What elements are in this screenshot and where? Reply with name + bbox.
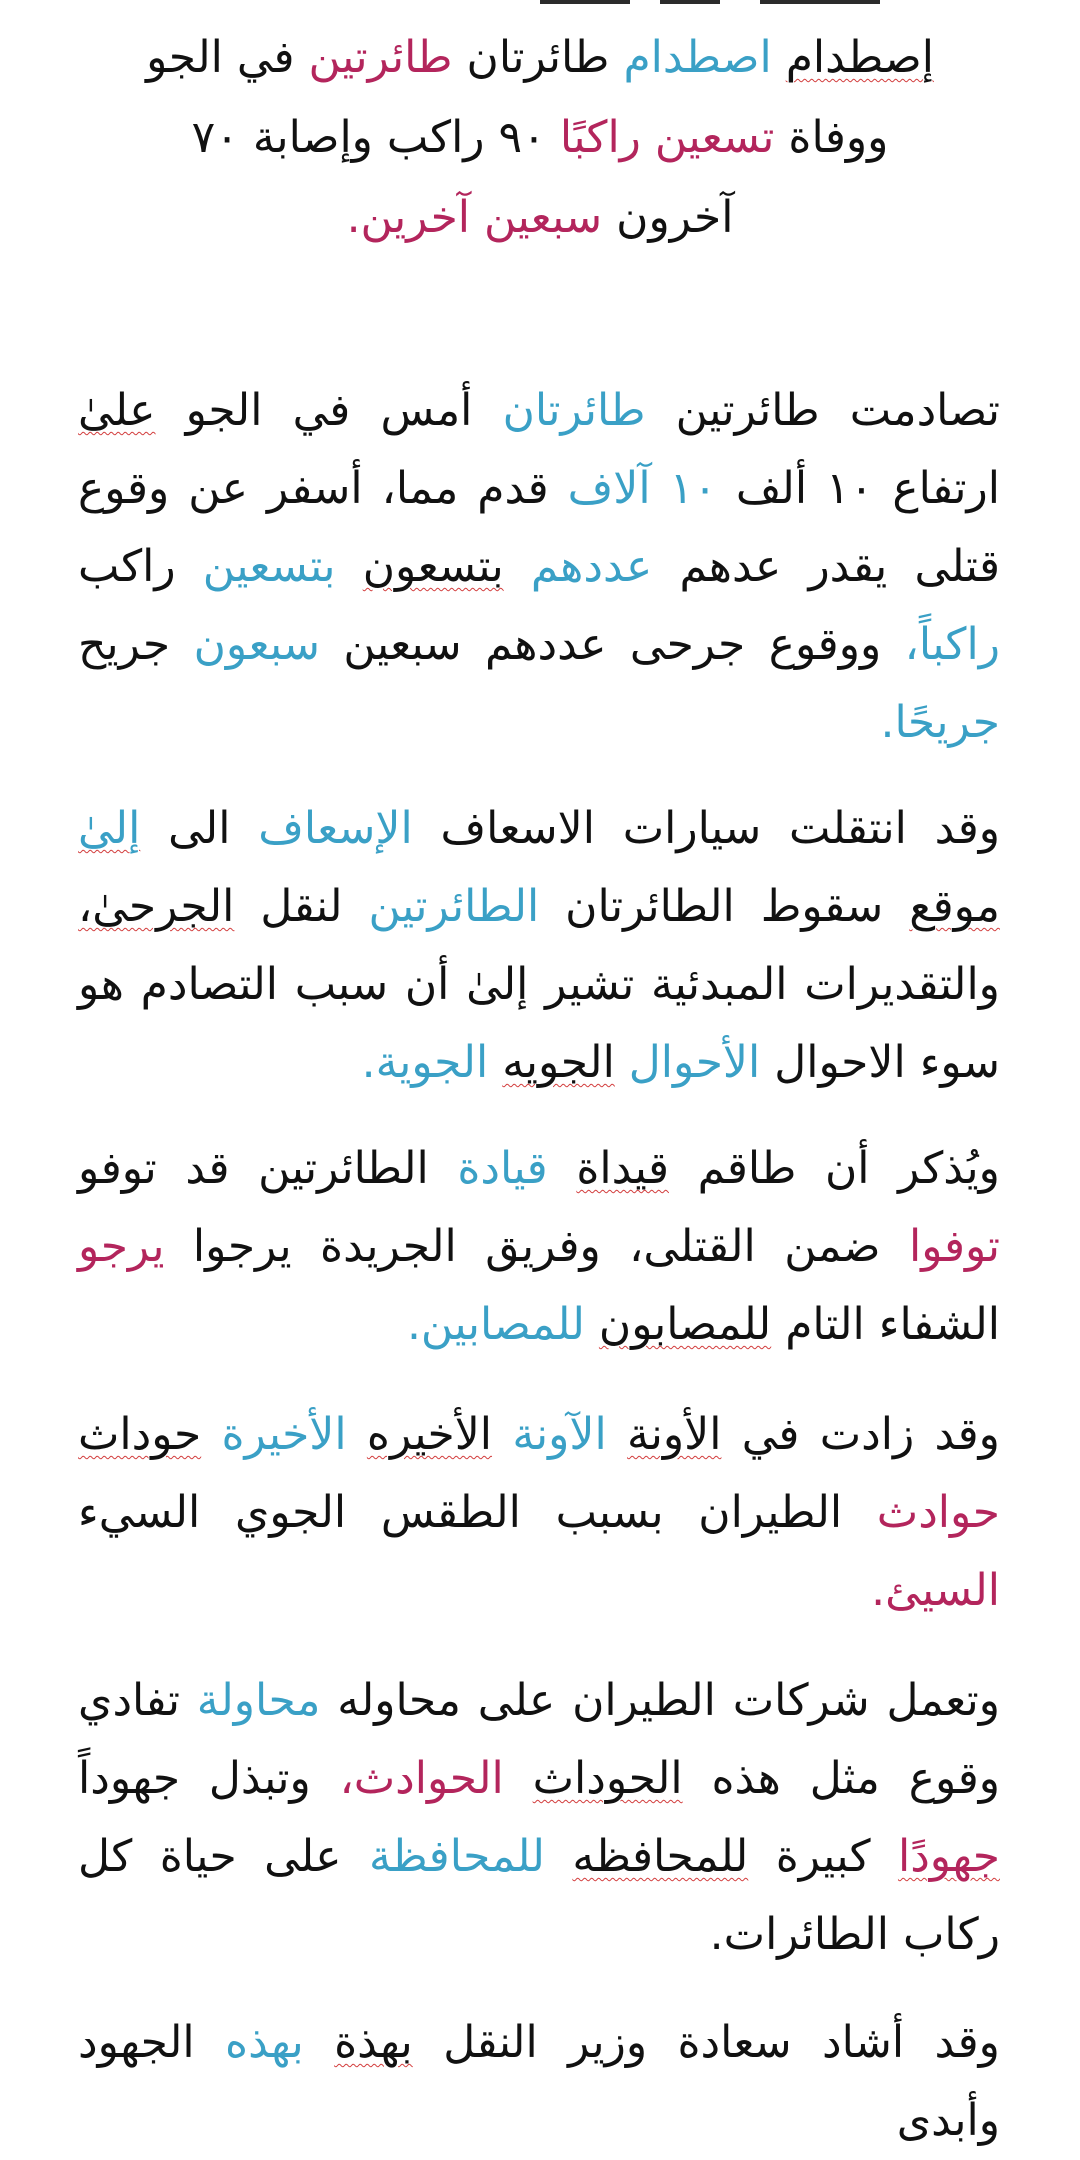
word: طائرتين xyxy=(675,385,820,436)
word: الأخيره xyxy=(366,1409,493,1460)
word: للمصابون xyxy=(598,1299,772,1350)
word: والتقديرات xyxy=(804,959,1000,1010)
word: سيارات xyxy=(622,803,762,854)
correction-word: الحوادث، xyxy=(339,1753,504,1804)
correction-word: آلاف xyxy=(567,463,651,514)
word: وتبذل xyxy=(208,1753,311,1804)
correction-word: الإسعاف xyxy=(258,803,413,854)
word: التصادم xyxy=(140,959,278,1010)
correction-word: بتسعين xyxy=(202,541,336,592)
correction-word: طائرتين xyxy=(308,32,453,83)
word: سعادة xyxy=(677,2017,792,2068)
correction-word: جريحًا. xyxy=(880,697,1000,748)
word: ووقوع xyxy=(768,619,882,670)
word: حياة xyxy=(159,1831,237,1882)
word: الطيران xyxy=(698,1487,843,1538)
word: موقع xyxy=(909,881,1000,932)
word: أمس xyxy=(380,385,473,436)
correction-word: طائرتان xyxy=(502,385,646,436)
word: راكب xyxy=(78,541,176,592)
paragraph-4 xyxy=(78,1396,1000,1630)
correction-word: راكباً، xyxy=(904,619,1000,670)
word: ألف xyxy=(735,463,808,514)
word: لنقل xyxy=(260,881,343,932)
word: الجريدة xyxy=(320,1221,457,1272)
word: أشاد xyxy=(822,2017,905,2068)
word: ارتفاع xyxy=(892,463,1000,514)
word: ركاب xyxy=(902,1909,1000,1960)
word: وقوع xyxy=(908,1753,1000,1804)
word: قيداة xyxy=(576,1143,669,1194)
word: الطائرتين xyxy=(258,1143,429,1194)
word: قدم xyxy=(477,463,549,514)
word: أن xyxy=(824,1143,870,1194)
word: بهذة xyxy=(334,2017,413,2068)
headline-line-2 xyxy=(100,98,980,178)
word: طاقم xyxy=(697,1143,797,1194)
word: الاحوال xyxy=(774,1037,906,1088)
word: ضمن xyxy=(784,1221,881,1272)
word: أسفر xyxy=(267,463,363,514)
word: السيء xyxy=(78,1487,201,1538)
paragraph-1 xyxy=(78,372,1000,762)
word: الجو xyxy=(146,32,223,83)
word: وزير xyxy=(568,2017,648,2068)
word: أن xyxy=(404,959,450,1010)
paragraph-2 xyxy=(78,790,1000,1102)
word: طائرتان xyxy=(466,32,610,83)
word: ٧٠ xyxy=(191,112,239,163)
correction-word: جهودًا xyxy=(897,1831,1000,1882)
word: ويُذكر xyxy=(898,1143,1000,1194)
word: الجوي xyxy=(234,1487,347,1538)
headline-line-1 xyxy=(100,18,980,98)
word: الطائرات. xyxy=(709,1909,889,1960)
word: وإصابة xyxy=(252,112,373,163)
word: وتعمل xyxy=(886,1675,1000,1726)
word: الحوداث xyxy=(532,1753,683,1804)
word: يقدر xyxy=(808,541,888,592)
word: بسبب xyxy=(555,1487,664,1538)
paragraph-6 xyxy=(78,2004,1000,2160)
word: للمحافظه xyxy=(572,1831,749,1882)
word: حوداث xyxy=(78,1409,202,1460)
correction-word: آخرين. xyxy=(346,192,470,243)
word: وفريق xyxy=(485,1221,601,1272)
word: كبيرة xyxy=(775,1831,871,1882)
word: سقوط xyxy=(760,881,884,932)
correction-word: السيئ. xyxy=(871,1565,1000,1616)
correction-word: حوادث xyxy=(876,1487,1000,1538)
word: تفادي xyxy=(78,1675,180,1726)
correction-word: اصطدام xyxy=(623,32,772,83)
word: الأونة xyxy=(627,1409,722,1460)
word: الشفاء xyxy=(878,1299,1000,1350)
correction-word: للمصابين. xyxy=(406,1299,585,1350)
word: زادت xyxy=(819,1409,915,1460)
word: وقد xyxy=(934,803,1000,854)
word: في xyxy=(292,385,351,436)
word: ٩٠ xyxy=(498,112,546,163)
word: تشير xyxy=(545,959,635,1010)
word: تصادمت xyxy=(849,385,1000,436)
word: الطقس xyxy=(380,1487,521,1538)
word: ووفاة xyxy=(788,112,889,163)
word: سوء xyxy=(919,1037,1000,1088)
paragraph-5 xyxy=(78,1662,1000,1974)
word: الجويه xyxy=(502,1037,615,1088)
paragraph-3 xyxy=(78,1130,1000,1364)
correction-word: قيادة xyxy=(457,1143,548,1194)
correction-word: محاولة xyxy=(196,1675,321,1726)
word: جهوداً xyxy=(78,1753,181,1804)
word: على xyxy=(264,1831,342,1882)
correction-word: ١٠ xyxy=(669,463,717,514)
word: الطائرتان xyxy=(565,881,735,932)
correction-word: إلىٰ xyxy=(78,803,141,854)
correction-word: الأحوال xyxy=(628,1037,761,1088)
word: قتلى xyxy=(914,541,1000,592)
word: الاسعاف xyxy=(440,803,595,854)
correction-word: بهذه xyxy=(225,2017,304,2068)
word: مما، xyxy=(381,463,459,514)
word: توفو xyxy=(78,1143,157,1194)
headline-line-3 xyxy=(100,178,980,258)
word: إلىٰ xyxy=(466,959,529,1010)
word: عددهم xyxy=(485,619,607,670)
word: يرجوا xyxy=(192,1221,292,1272)
word: الطيران xyxy=(572,1675,716,1726)
correction-word: راكبًا xyxy=(559,112,641,163)
word: الجرحىٰ، xyxy=(78,881,235,932)
headline xyxy=(100,18,980,258)
correction-word: الجوية. xyxy=(361,1037,489,1088)
word: سبعين xyxy=(343,619,462,670)
correction-word: سبعون xyxy=(193,619,320,670)
correction-word: توفوا xyxy=(908,1221,1000,1272)
word: شركات xyxy=(732,1675,870,1726)
correction-word: الطائرتين xyxy=(368,881,540,932)
word: المبدئية xyxy=(650,959,788,1010)
word: سبب xyxy=(294,959,389,1010)
word: وقد xyxy=(934,2017,1000,2068)
word: جريح xyxy=(78,619,171,670)
word: محاوله xyxy=(337,1675,461,1726)
word: جرحى xyxy=(629,619,746,670)
word: على xyxy=(477,1675,556,1726)
word: النقل xyxy=(443,2017,538,2068)
word: بتسعون xyxy=(362,541,504,592)
word: هو xyxy=(78,959,124,1010)
word: عن xyxy=(188,463,249,514)
word: هذه xyxy=(711,1753,781,1804)
word: انتقلت xyxy=(789,803,907,854)
word: ١٠ xyxy=(826,463,874,514)
word: راكب xyxy=(386,112,485,163)
word: في xyxy=(741,1409,800,1460)
correction-word: تسعين xyxy=(654,112,775,163)
word: مثل xyxy=(809,1753,880,1804)
word: آخرون xyxy=(616,192,734,243)
word: وأبدى xyxy=(896,2095,1000,2146)
word: قد xyxy=(185,1143,230,1194)
correction-word: سبعين xyxy=(484,192,603,243)
word: التام xyxy=(785,1299,865,1350)
correction-word: للمحافظة xyxy=(368,1831,545,1882)
word: وقوع xyxy=(78,463,170,514)
word: علىٰ xyxy=(78,385,156,436)
word: الجو xyxy=(185,385,263,436)
cut-off-header-line xyxy=(200,0,900,6)
correction-word: عددهم xyxy=(530,541,653,592)
correction-word: الأخيرة xyxy=(221,1409,347,1460)
word: الى xyxy=(168,803,231,854)
word: الجهود xyxy=(78,2017,195,2068)
correction-word: يرجو xyxy=(78,1221,165,1272)
word: كل xyxy=(78,1831,133,1882)
word: وقد xyxy=(934,1409,1000,1460)
word: القتلى، xyxy=(629,1221,756,1272)
word: إصطدام xyxy=(785,32,934,83)
word: عدهم xyxy=(679,541,782,592)
correction-word: الآونة xyxy=(512,1409,607,1460)
word: في xyxy=(236,32,295,83)
